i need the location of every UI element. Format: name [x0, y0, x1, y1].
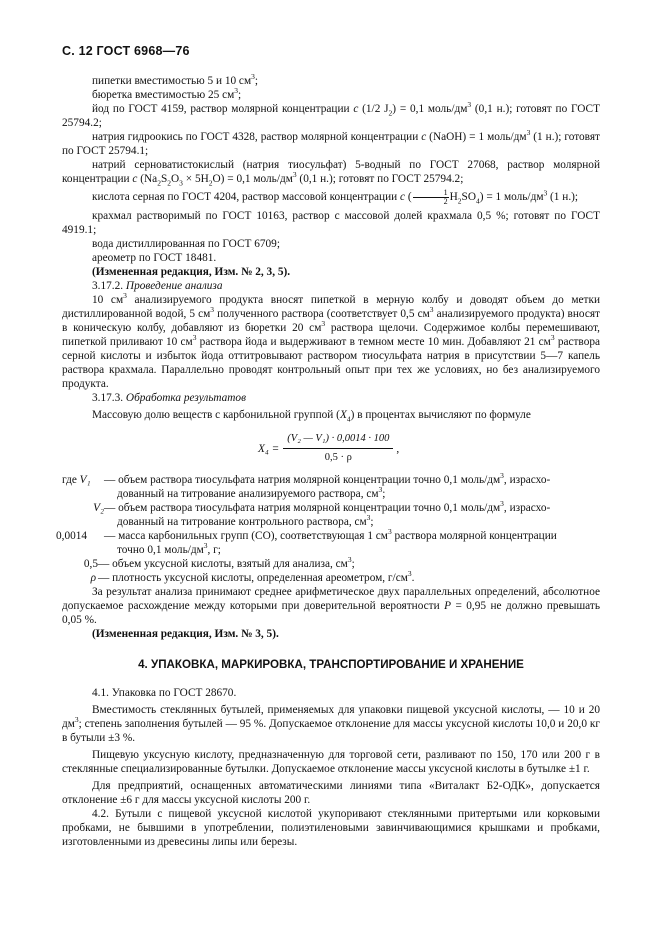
- def-v2: V₂ — объем раствора тиосульфата натрия молярной концентрации точно 0,1 моль/$дм^3$, израсхо- дованный на титрование контрольного раствора, $см^3$;: [93, 499, 551, 528]
- item-sodium-thiosulfate: натрий серноватистокислый (натрия тиосульфат) 5-водный по ГОСТ 27068, раствор молярной концентрации c $(Na_2S_2O_3 \times 5H_2O) = 0,1$ моль/$дм^3$ (0,1 н.); готовят по ГОСТ 25794.2;: [62, 159, 600, 188]
- paragraph-result: За результат анализа принимают среднее арифметическое двух параллельных определений, абсолютное допускаемое расхождение между которыми при доверительной вероятности P = 0,95 не должно превышать 0,05 %.: [62, 586, 600, 626]
- item-pipettes: пипетки вместимостью 5 и 10 $см^3$;: [92, 72, 258, 87]
- def-0-5: 0,5 — объем уксусной кислоты, взятый для анализа, $см^3$;: [83, 555, 355, 570]
- subsection-3-17-3: 3.17.3. Обработка результатов: [92, 392, 246, 404]
- paragraph-vitalakt: Для предприятий, оснащенных автоматическими линиями типа «Виталакт Б2-ОДК», допускается отклонение ±6 г для массы уксусной кислоты 200 г.: [62, 780, 600, 806]
- clause-4-1: 4.1. Упаковка по ГОСТ 28670.: [92, 687, 237, 699]
- def-v1: где V₁ — объем раствора тиосульфата натрия молярной концентрации точно 0,1 моль/$дм^3$, израсхо- дованный на титрование анализируемого раствора, $см^3$;: [62, 471, 551, 500]
- paragraph-retail-bottles: Пищевую уксусную кислоту, предназначенную для торговой сети, разливают по 150, 170 или 200 г в стеклянные специализированные бутылки. Допускаемое отклонение массы уксусной кислоты в бутылке ±1 г.: [62, 749, 600, 775]
- formula-tail: ,: [396, 442, 400, 455]
- paragraph-mass-fraction: Массовую долю веществ с карбонильной группой $(X_4)$ в процентах вычисляют по формуле: [92, 409, 531, 424]
- item-areometer: ареометр по ГОСТ 18481.: [92, 252, 217, 264]
- page-header: С. 12 ГОСТ 6968—76: [62, 44, 190, 58]
- paragraph-procedure: 10 $см^3$ анализируемого продукта вносят пипеткой в мерную колбу и доводят объем до метки дистиллированной водой, 5 $см^3$ полученного раствора (соответствует 0,5 $см^3$ анализируемого продукта) вносят в коническую колбу, добавляют из бюретки 20 $см^3$ раствора щелочи. Содержимое колбы перемешивают, пипеткой приливают 10 $см^3$ раствора йода и выдерживают в темном месте 10 мин. Добавляют 21 $см^3$ раствора серной кислоты и избыток йода оттитровывают раствором тиосульфата натрия в присутствии 5—7 капель раствора крахмала. Параллельно проводят контрольный опыт при тех же условиях, но без анализируемого продукта.: [62, 291, 601, 390]
- formula-x4: [258, 432, 600, 465]
- variable-definitions: [56, 471, 600, 585]
- item-sulfuric-acid: кислота серная по ГОСТ 4204, раствор массовой концентрации c ( $\frac{1}{2}$ $H_2SO_4) = 1$ моль/$дм^3$ (1 н.);: [92, 188, 579, 206]
- subsection-3-17-2: 3.17.2. Проведение анализа: [92, 280, 223, 292]
- clause-4-2: 4.2. Бутыли с пищевой уксусной кислотой укупоривают стеклянными притертыми или корковыми пробками, не бывшими в употреблении, полиэтиленовыми завинчивающимися крышками и пробками, изготовленными из древесины липы или березы.: [62, 808, 600, 848]
- section-heading-4: 4. УПАКОВКА, МАРКИРОВКА, ТРАНСПОРТИРОВАНИЕ И ХРАНЕНИЕ: [138, 658, 524, 671]
- formula-numerator: (V₂ — V₁) · 0,0014 · 100: [283, 432, 393, 449]
- formula-denominator: 0,5 · ρ: [324, 452, 352, 463]
- item-sodium-hydroxide: натрия гидроокись по ГОСТ 4328, раствор молярной концентрации c (NaOH) = 1 моль/$дм^3$ (1 н.); готовят по ГОСТ 25794.1;: [62, 128, 600, 157]
- item-burette: бюретка вместимостью 25 $см^3$;: [92, 86, 242, 101]
- def-0-0014: 0,0014 — масса карбонильных групп (СО), соответствующая 1 $см^3$ раствора молярной концентрации точно 0,1 моль/$дм^3$, г;: [56, 527, 557, 556]
- paragraph-bottle-capacity: Вместимость стеклянных бутылей, применяемых для упаковки пищевой уксусной кислоты, — 10 и 20 $дм^3$; степень заполнения бутылей — 95 %. Допускаемое отклонение для массы уксусной кислоты 10,0 и 20,0 кг в бутыли ±3 %.: [62, 704, 600, 744]
- item-starch: крахмал растворимый по ГОСТ 10163, раствор с массовой долей крахмала 0,5 %; готовят по ГОСТ 4919.1;: [62, 210, 600, 236]
- formula-lhs: X₄ =: [258, 442, 280, 455]
- document-body: [56, 72, 601, 849]
- edit-note-2: (Измененная редакция, Изм. № 3, 5).: [92, 628, 279, 640]
- edit-note-1: (Измененная редакция, Изм. № 2, 3, 5).: [92, 266, 291, 278]
- fraction-one-half: $\frac{1}{2}$: [413, 189, 449, 206]
- def-rho: ρ — плотность уксусной кислоты, определенная ареометром, $г/см^3$.: [90, 569, 415, 584]
- item-iodine: йод по ГОСТ 4159, раствор молярной концентрации c (1/2 $J_2) = 0,1$ моль/$дм^3$ (0,1 н.); готовят по ГОСТ 25794.2;: [62, 100, 600, 129]
- item-water: вода дистиллированная по ГОСТ 6709;: [92, 238, 280, 250]
- formula-fraction: [283, 432, 393, 465]
